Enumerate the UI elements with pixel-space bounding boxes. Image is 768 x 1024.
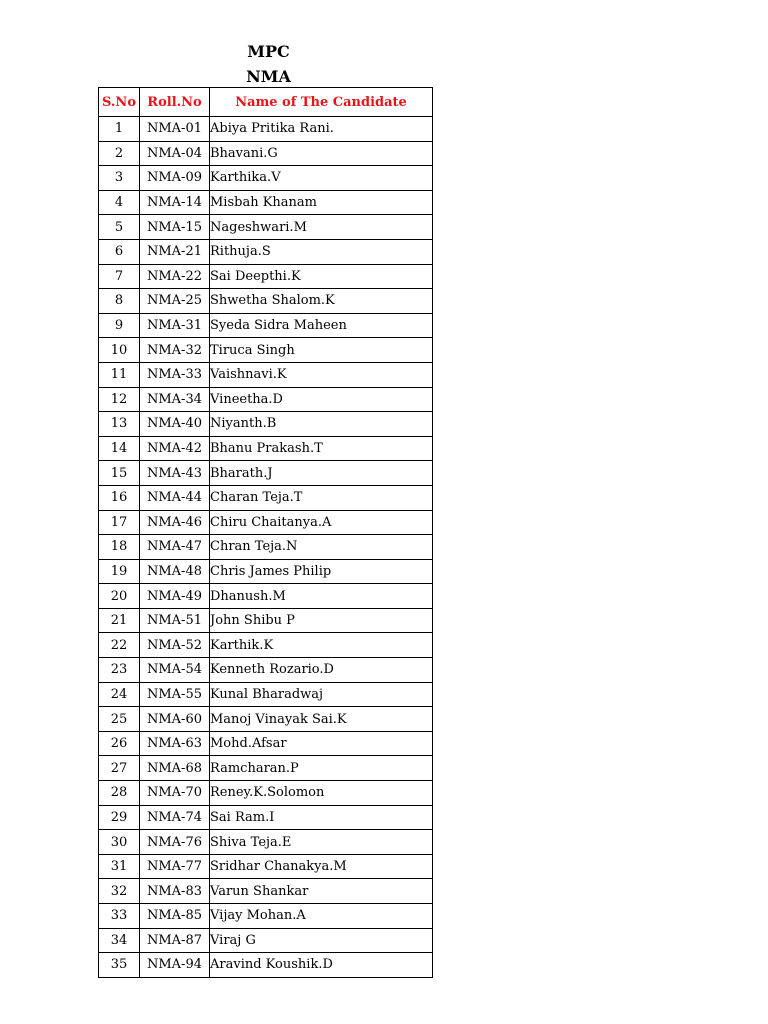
- cell-candidate-name: Kenneth Rozario.D: [210, 658, 433, 683]
- table-row: [99, 362, 433, 387]
- cell-sno: 11: [99, 362, 140, 387]
- table-row: [99, 830, 433, 855]
- cell-candidate-name: Manoj Vinayak Sai.K: [210, 707, 433, 732]
- table-row: [99, 584, 433, 609]
- table-row: [99, 854, 433, 879]
- cell-sno: 13: [99, 412, 140, 437]
- cell-sno: 5: [99, 215, 140, 240]
- cell-candidate-name: Chran Teja.N: [210, 535, 433, 560]
- table-row: [99, 904, 433, 929]
- cell-sno: 20: [99, 584, 140, 609]
- table-row: [99, 485, 433, 510]
- cell-roll-no: NMA-48: [140, 559, 210, 584]
- cell-candidate-name: Abiya Pritika Rani.: [210, 117, 433, 142]
- table-row: [99, 953, 433, 978]
- cell-roll-no: NMA-40: [140, 412, 210, 437]
- cell-sno: 21: [99, 608, 140, 633]
- cell-roll-no: NMA-49: [140, 584, 210, 609]
- cell-sno: 31: [99, 854, 140, 879]
- cell-roll-no: NMA-22: [140, 264, 210, 289]
- cell-roll-no: NMA-43: [140, 461, 210, 486]
- cell-roll-no: NMA-68: [140, 756, 210, 781]
- cell-roll-no: NMA-47: [140, 535, 210, 560]
- cell-sno: 27: [99, 756, 140, 781]
- cell-candidate-name: Viraj G: [210, 928, 433, 953]
- cell-roll-no: NMA-83: [140, 879, 210, 904]
- table-row: [99, 338, 433, 363]
- document-title-mpc: MPC: [247, 42, 290, 61]
- cell-roll-no: NMA-46: [140, 510, 210, 535]
- table-row: [99, 559, 433, 584]
- cell-sno: 9: [99, 313, 140, 338]
- cell-sno: 17: [99, 510, 140, 535]
- table-header-row: [99, 88, 433, 117]
- cell-candidate-name: Kunal Bharadwaj: [210, 682, 433, 707]
- cell-sno: 14: [99, 436, 140, 461]
- table-row: [99, 264, 433, 289]
- cell-sno: 2: [99, 141, 140, 166]
- cell-sno: 18: [99, 535, 140, 560]
- cell-candidate-name: John Shibu P: [210, 608, 433, 633]
- cell-sno: 29: [99, 805, 140, 830]
- table-row: [99, 805, 433, 830]
- table-row: [99, 682, 433, 707]
- cell-sno: 10: [99, 338, 140, 363]
- table-row: [99, 117, 433, 142]
- cell-candidate-name: Shwetha Shalom.K: [210, 289, 433, 314]
- cell-candidate-name: Karthika.V: [210, 166, 433, 191]
- cell-roll-no: NMA-44: [140, 485, 210, 510]
- cell-candidate-name: Charan Teja.T: [210, 485, 433, 510]
- cell-sno: 3: [99, 166, 140, 191]
- cell-roll-no: NMA-33: [140, 362, 210, 387]
- cell-candidate-name: Bharath.J: [210, 461, 433, 486]
- cell-roll-no: NMA-09: [140, 166, 210, 191]
- cell-candidate-name: Chris James Philip: [210, 559, 433, 584]
- table-row: [99, 633, 433, 658]
- table-row: [99, 756, 433, 781]
- cell-candidate-name: Nageshwari.M: [210, 215, 433, 240]
- table-row: [99, 387, 433, 412]
- cell-sno: 16: [99, 485, 140, 510]
- table-row: [99, 215, 433, 240]
- cell-candidate-name: Aravind Koushik.D: [210, 953, 433, 978]
- cell-candidate-name: Bhanu Prakash.T: [210, 436, 433, 461]
- cell-roll-no: NMA-77: [140, 854, 210, 879]
- cell-candidate-name: Karthik.K: [210, 633, 433, 658]
- cell-sno: 12: [99, 387, 140, 412]
- cell-candidate-name: Bhavani.G: [210, 141, 433, 166]
- cell-candidate-name: Misbah Khanam: [210, 190, 433, 215]
- cell-roll-no: NMA-63: [140, 731, 210, 756]
- cell-roll-no: NMA-85: [140, 904, 210, 929]
- cell-sno: 24: [99, 682, 140, 707]
- cell-roll-no: NMA-21: [140, 239, 210, 264]
- cell-roll-no: NMA-31: [140, 313, 210, 338]
- table-row: [99, 928, 433, 953]
- cell-sno: 35: [99, 953, 140, 978]
- cell-roll-no: NMA-70: [140, 781, 210, 806]
- cell-sno: 26: [99, 731, 140, 756]
- candidate-table: [98, 87, 433, 978]
- table-row: [99, 141, 433, 166]
- cell-candidate-name: Chiru Chaitanya.A: [210, 510, 433, 535]
- table-row: [99, 190, 433, 215]
- table-row: [99, 510, 433, 535]
- cell-candidate-name: Rithuja.S: [210, 239, 433, 264]
- cell-sno: 33: [99, 904, 140, 929]
- cell-candidate-name: Sridhar Chanakya.M: [210, 854, 433, 879]
- cell-roll-no: NMA-34: [140, 387, 210, 412]
- table-row: [99, 608, 433, 633]
- cell-candidate-name: Mohd.Afsar: [210, 731, 433, 756]
- cell-sno: 30: [99, 830, 140, 855]
- table-row: [99, 879, 433, 904]
- cell-sno: 8: [99, 289, 140, 314]
- cell-candidate-name: Niyanth.B: [210, 412, 433, 437]
- cell-roll-no: NMA-54: [140, 658, 210, 683]
- table-row: [99, 436, 433, 461]
- cell-roll-no: NMA-76: [140, 830, 210, 855]
- cell-candidate-name: Shiva Teja.E: [210, 830, 433, 855]
- cell-roll-no: NMA-15: [140, 215, 210, 240]
- column-header-roll-no: Roll.No: [140, 88, 210, 117]
- cell-candidate-name: Vijay Mohan.A: [210, 904, 433, 929]
- cell-candidate-name: Syeda Sidra Maheen: [210, 313, 433, 338]
- table-row: [99, 535, 433, 560]
- cell-sno: 4: [99, 190, 140, 215]
- cell-candidate-name: Tiruca Singh: [210, 338, 433, 363]
- cell-sno: 25: [99, 707, 140, 732]
- cell-candidate-name: Dhanush.M: [210, 584, 433, 609]
- cell-candidate-name: Vineetha.D: [210, 387, 433, 412]
- cell-roll-no: NMA-42: [140, 436, 210, 461]
- document-title-nma: NMA: [246, 67, 291, 86]
- table-body: [99, 117, 433, 978]
- cell-roll-no: NMA-25: [140, 289, 210, 314]
- cell-sno: 15: [99, 461, 140, 486]
- cell-sno: 23: [99, 658, 140, 683]
- table-row: [99, 313, 433, 338]
- table-row: [99, 658, 433, 683]
- cell-roll-no: NMA-04: [140, 141, 210, 166]
- cell-sno: 32: [99, 879, 140, 904]
- cell-candidate-name: Varun Shankar: [210, 879, 433, 904]
- table-row: [99, 707, 433, 732]
- table-row: [99, 166, 433, 191]
- cell-sno: 19: [99, 559, 140, 584]
- cell-roll-no: NMA-55: [140, 682, 210, 707]
- cell-roll-no: NMA-01: [140, 117, 210, 142]
- column-header-candidate-name: Name of The Candidate: [210, 88, 433, 117]
- cell-candidate-name: Vaishnavi.K: [210, 362, 433, 387]
- cell-candidate-name: Ramcharan.P: [210, 756, 433, 781]
- column-header-sno: S.No: [99, 88, 140, 117]
- cell-roll-no: NMA-60: [140, 707, 210, 732]
- table-row: [99, 461, 433, 486]
- table-row: [99, 412, 433, 437]
- cell-roll-no: NMA-87: [140, 928, 210, 953]
- table-row: [99, 239, 433, 264]
- cell-sno: 22: [99, 633, 140, 658]
- cell-candidate-name: Sai Ram.I: [210, 805, 433, 830]
- cell-sno: 28: [99, 781, 140, 806]
- cell-sno: 1: [99, 117, 140, 142]
- cell-candidate-name: Reney.K.Solomon: [210, 781, 433, 806]
- cell-roll-no: NMA-32: [140, 338, 210, 363]
- cell-roll-no: NMA-51: [140, 608, 210, 633]
- cell-sno: 6: [99, 239, 140, 264]
- cell-roll-no: NMA-94: [140, 953, 210, 978]
- cell-roll-no: NMA-14: [140, 190, 210, 215]
- cell-candidate-name: Sai Deepthi.K: [210, 264, 433, 289]
- table-row: [99, 731, 433, 756]
- cell-roll-no: NMA-52: [140, 633, 210, 658]
- cell-sno: 34: [99, 928, 140, 953]
- cell-sno: 7: [99, 264, 140, 289]
- table-row: [99, 781, 433, 806]
- cell-roll-no: NMA-74: [140, 805, 210, 830]
- table-row: [99, 289, 433, 314]
